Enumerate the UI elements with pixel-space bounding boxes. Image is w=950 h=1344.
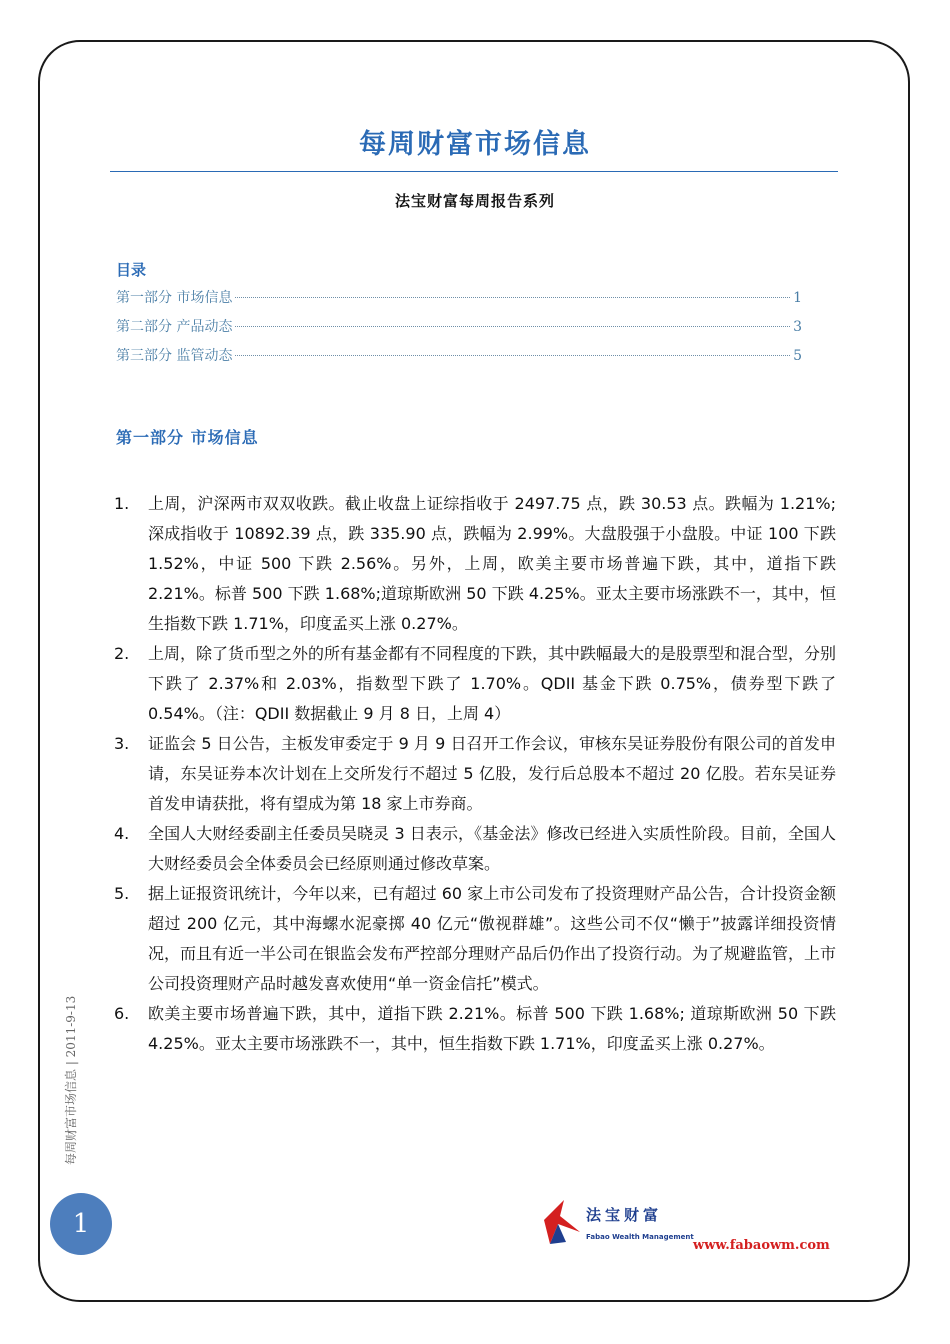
list-item-number: 4. bbox=[114, 824, 130, 843]
toc-entry-market-info[interactable] bbox=[116, 287, 802, 316]
toc-leader-dots bbox=[235, 355, 790, 356]
market-info-list bbox=[114, 489, 836, 1059]
toc-entry-regulatory-news[interactable] bbox=[116, 345, 802, 374]
list-item bbox=[114, 489, 836, 639]
toc-entry-product-news[interactable] bbox=[116, 316, 802, 345]
toc-entry-label: 第二部分 产品动态 bbox=[116, 319, 233, 335]
list-item bbox=[114, 819, 836, 879]
report-series-subtitle: 法宝财富每周报告系列 bbox=[394, 192, 555, 210]
toc-leader-dots bbox=[235, 297, 790, 298]
toc-leader-dots bbox=[235, 326, 790, 327]
list-item-number: 6. bbox=[114, 1004, 130, 1023]
section-heading-market-info: 第一部分 市场信息 bbox=[116, 428, 259, 447]
logo-arrow-icon bbox=[540, 1198, 584, 1248]
list-item bbox=[114, 879, 836, 999]
list-item-text: 全国人大财经委副主任委员吴晓灵 3 日表示，《基金法》修改已经进入实质性阶段。目前，全国人大财经委员会全体委员会已经原则通过修改草案。 bbox=[148, 824, 836, 873]
toc-entry-label: 第一部分 市场信息 bbox=[116, 290, 233, 306]
page-number-badge bbox=[50, 1193, 112, 1255]
list-item-text: 上周，沪深两市双双收跌。截止收盘上证综指收于 2497.75 点，跌 30.53 点。跌幅为 1.21%;深成指收于 10892.39 点，跌 335.90 点，跌幅为 2.99%。大盘股强于小盘股。中证 100 下跌 1.52%，中证 500 下跌 2.56%。另外，上周，欧美主要市场普遍下跌，其中，道指下跌 2.21%。标普 500 下跌 1.68%;道琼斯欧洲 50 下跌 4.25%。亚太主要市场涨跌不一，其中，恒生指数下跌 1.71%，印度孟买上涨 0.27%。 bbox=[148, 494, 836, 633]
list-item bbox=[114, 729, 836, 819]
title-divider bbox=[110, 171, 838, 172]
list-item-number: 1. bbox=[114, 494, 130, 513]
list-item-text: 证监会 5 日公告，主板发审委定于 9 月 9 日召开工作会议，审核东吴证券股份有限公司的首发申请，东吴证券本次计划在上交所发行不超过 5 亿股，发行后总股本不超过 20 亿股。若东吴证券首发申请获批，将有望成为第 18 家上市券商。 bbox=[148, 734, 836, 813]
toc-heading: 目录 bbox=[116, 261, 147, 279]
logo-chinese-name: 法宝财富 bbox=[586, 1206, 663, 1224]
company-logo bbox=[540, 1198, 700, 1248]
toc-entry-page: 3 bbox=[793, 319, 802, 335]
vertical-header-label: 每周财富市场信息 | 2011-9-13 bbox=[64, 995, 78, 1165]
page-number: 1 bbox=[72, 1209, 90, 1239]
table-of-contents bbox=[116, 287, 802, 374]
logo-english-name: Fabao Wealth Management bbox=[586, 1233, 694, 1241]
list-item-text: 据上证报资讯统计，今年以来，已有超过 60 家上市公司发布了投资理财产品公告，合计投资金额超过 200 亿元，其中海螺水泥豪掷 40 亿元“傲视群雄”。这些公司不仅“懒于”披露详细投资情况，而且有近一半公司在银监会发布严控部分理财产品后仍作出了投资行动。为了规避监管，上市公司投资理财产品时越发喜欢使用“单一资金信托”模式。 bbox=[148, 884, 837, 993]
list-item bbox=[114, 639, 836, 729]
list-item-number: 3. bbox=[114, 734, 130, 753]
toc-entry-label: 第三部分 监管动态 bbox=[116, 348, 233, 364]
page-title: 每周财富市场信息 bbox=[359, 129, 591, 160]
list-item-number: 2. bbox=[114, 644, 130, 663]
list-item-text: 上周，除了货币型之外的所有基金都有不同程度的下跌，其中跌幅最大的是股票型和混合型，分别下跌了 2.37%和 2.03%，指数型下跌了 1.70%。QDII 基金下跌 0.75%，债券型下跌了 0.54%。（注：QDII 数据截止 9 月 8 日，上周 4） bbox=[148, 644, 837, 723]
list-item bbox=[114, 999, 836, 1059]
toc-entry-page: 5 bbox=[793, 348, 802, 364]
list-item-text: 欧美主要市场普遍下跌，其中，道指下跌 2.21%。标普 500 下跌 1.68%; 道琼斯欧洲 50 下跌 4.25%。亚太主要市场涨跌不一，其中，恒生指数下跌 1.71%，印度孟买上涨 0.27%。 bbox=[148, 1004, 836, 1053]
website-link[interactable]: www.fabaowm.com bbox=[693, 1238, 830, 1253]
list-item-number: 5. bbox=[114, 884, 130, 903]
toc-entry-page: 1 bbox=[793, 290, 802, 306]
